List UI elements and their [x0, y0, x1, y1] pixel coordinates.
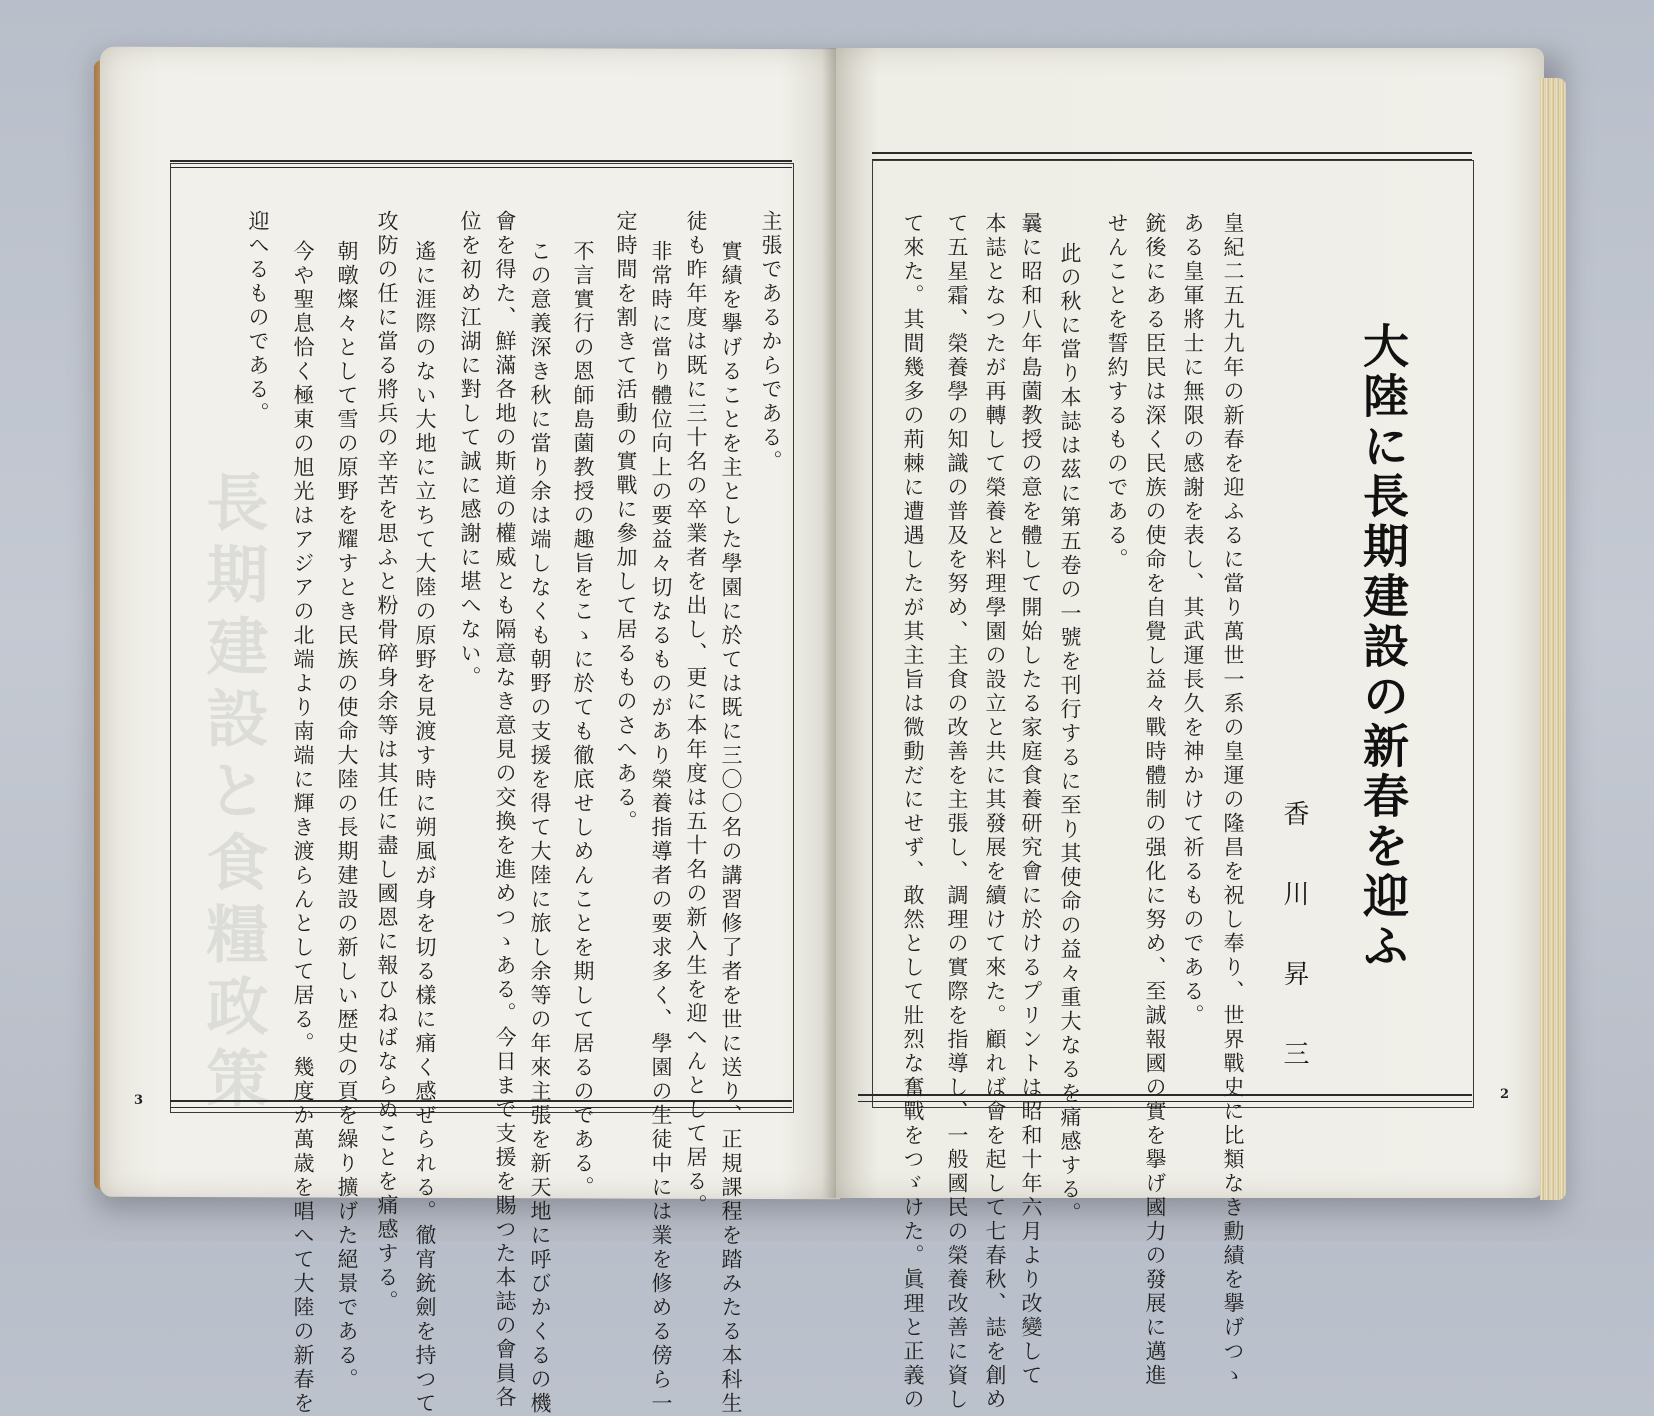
- right-paragraph-3: 銃後にある臣民は深く民族の使命を自覺し益々戰時體制の强化に努め、至誠報國の實を擧げ國力の發展に邁進: [1143, 212, 1167, 1388]
- left-paragraph-10: 遙に涯際のない大地に立ちて大陸の原野を見渡す時に朔風が身を切る樣に痛く感ぜられる。徹宵銃劍を持つて: [413, 240, 437, 1416]
- article-title: 大陸に長期建設の新春を迎ふ: [1356, 322, 1410, 972]
- left-paragraph-2: 實績を擧げることを主とした學園に於ては既に三〇〇名の講習修了者を世に送り、正規課程を踏みたる本科生: [719, 240, 743, 1416]
- left-paragraph-1: 主張であるからである。: [759, 210, 783, 474]
- left-paragraph-8: 會を得た、鮮滿各地の斯道の權威とも隔意なき意見の交換を進めつゝある。今日まで支援を賜つた本誌の會員各: [493, 210, 517, 1410]
- right-paragraph-9: て來た。其間幾多の荊棘に遭遇したが其主旨は微動だにせず、敢然として壯烈な奮戰をつゞけた。眞理と正義の: [901, 212, 925, 1412]
- right-paragraph-8: て五星霜、榮養學の知識の普及を努め、主食の改善を主張し、調理の實際を指導し、一般國民の榮養改善に資し: [945, 212, 969, 1412]
- page-edges: [1540, 78, 1566, 1200]
- left-paragraph-4: 非常時に當り體位向上の要益々切なるものがあり榮養指導者の要求多く、學園の生徒中には業を修める傍ら一: [649, 240, 673, 1416]
- left-page-number: 3: [134, 1093, 144, 1108]
- bleed-through-text: 長期建設と食糧政策: [196, 470, 269, 1118]
- right-paragraph-4: せんことを誓約するものである。: [1105, 212, 1129, 572]
- left-paragraph-5: 定時間を割きて活動の實戰に參加して居るものさへある。: [614, 210, 638, 834]
- right-paragraph-1: 皇紀二五九九年の新春を迎ふるに當り萬世一系の皇運の隆昌を祝し奉り、世界戰史に比類なき勳績を擧げつゝ: [1221, 212, 1245, 1388]
- left-paragraph-12: 朝暾燦々として雪の原野を耀すとき民族の使命大陸の長期建設の新しい歴史の頁を繰り擴げた絕景である。: [335, 240, 359, 1392]
- left-paragraph-13: 今や聖息恰く極東の旭光はアジアの北端より南端に輝き渡らんとして居る。幾度か萬歳を唱へて大陸の新春を: [291, 240, 315, 1416]
- left-paragraph-14: 迎へるものである。: [246, 210, 270, 426]
- left-paragraph-11: 攻防の任に當る將兵の辛苦を思ふと粉骨碎身余等は其任に盡し國恩に報ひねばならぬことを痛感する。: [375, 210, 399, 1314]
- left-paragraph-6: 不言實行の恩師島薗教授の趣旨をこゝに於ても徹底せしめんことを期して居るのである。: [571, 240, 595, 1200]
- right-paragraph-2: ある皇軍將士に無限の感謝を表し、其武運長久を神かけて祈るものである。: [1181, 212, 1205, 1028]
- right-top-rule: [872, 152, 1472, 160]
- left-top-rule: [170, 160, 792, 168]
- left-paragraph-3: 徒も昨年度は既に三十名の卒業者を出し、更に本年度は五十名の新入生を迎へんとして居る。: [684, 210, 708, 1218]
- left-paragraph-9: 位を初め江湖に對して誠に感謝に堪へない。: [458, 210, 482, 690]
- article-author: 香川昇三: [1279, 800, 1309, 1120]
- left-paragraph-7: この意義深き秋に當り余は端しなくも朝野の支援を得て大陸に旅し余等の年來主張を新天地に呼びかくるの機: [528, 240, 552, 1416]
- right-page-number: 2: [1500, 1087, 1510, 1102]
- right-paragraph-7: 本誌となつたが再轉して榮養と料理學園の設立と共に其發展を續けて來た。顧れば會を起して七春秋、誌を創め: [983, 212, 1007, 1412]
- right-paragraph-6: 曩に昭和八年島薗教授の意を體して開始したる家庭食養研究會に於けるプリントは昭和十年六月より改變して: [1019, 212, 1043, 1388]
- right-paragraph-5: 此の秋に當り本誌は茲に第五卷の一號を刊行するに至り其使命の益々重大なるを痛感する。: [1058, 242, 1082, 1226]
